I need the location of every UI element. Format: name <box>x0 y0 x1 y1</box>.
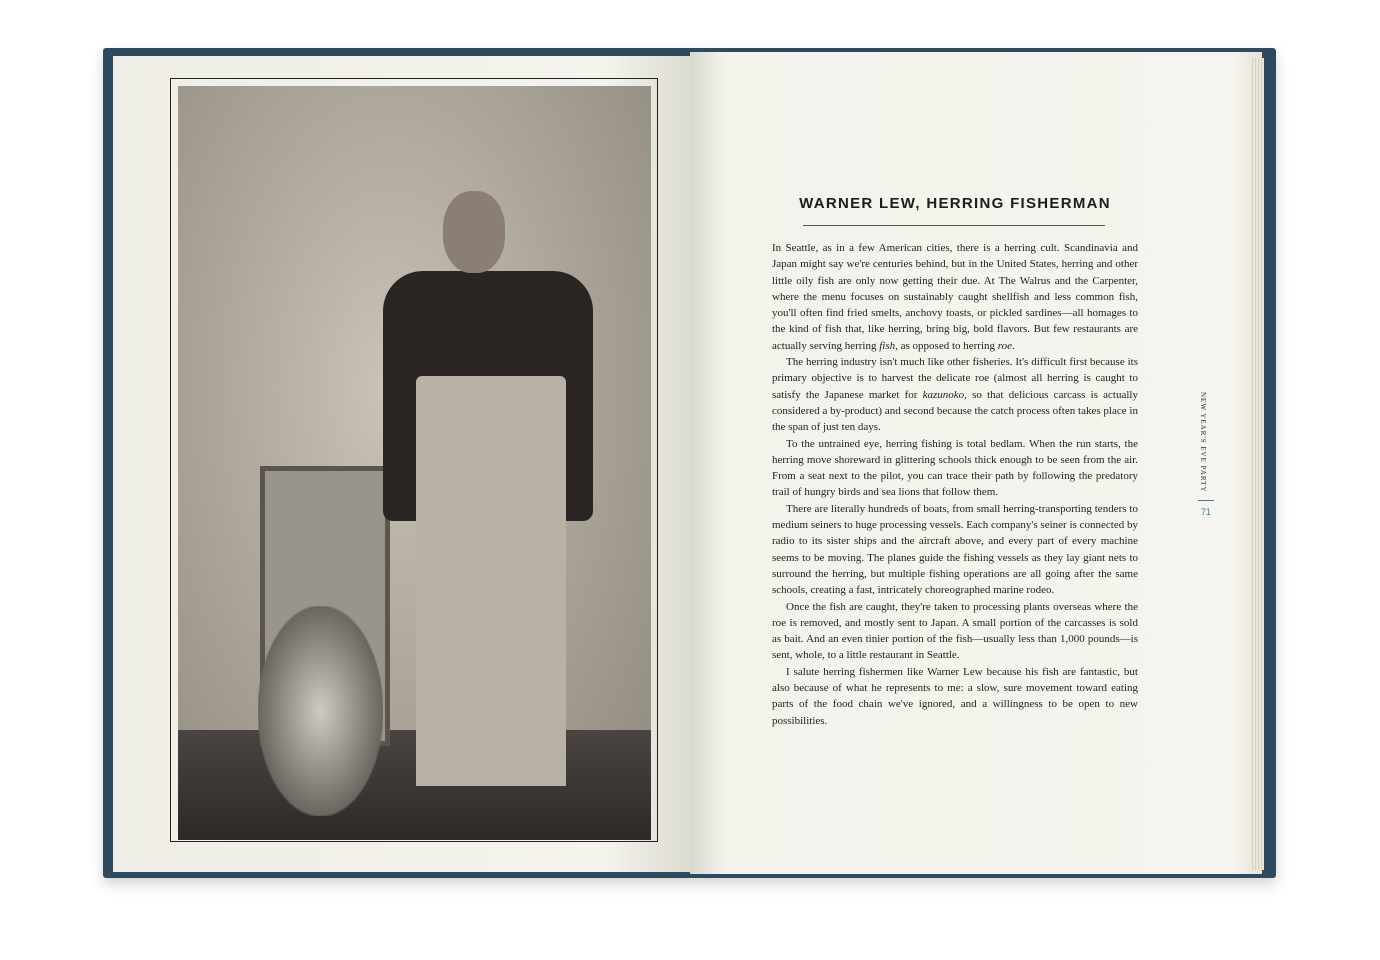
running-head: NEW YEAR'S EVE PARTY <box>1199 392 1207 493</box>
text-segment: To the untrained eye, herring fishing is total bedlam. When the run starts, the herring move shoreward in glittering schools thick enough to be seen from the air. From a seat next to the pilot, you can trace their path by following the predatory trail of hungry birds and sea lions that follow them. <box>772 437 1138 499</box>
paragraph <box>772 436 1138 501</box>
text-segment: , as opposed to herring <box>895 339 998 352</box>
chapter-title: WARNER LEW, HERRING FISHERMAN <box>799 195 1111 212</box>
text-segment: The herring industry isn't much like other fisheries. It's difficult first because its primary objective is to harvest the delicate roe (almost all herring is caught to satisfy the Japanese market for <box>772 356 1138 401</box>
text-segment: In Seattle, as in a few American cities, there is a herring cult. Scandinavia and Japan might say we're centuries behind, but in the United States, herring and other little oily fish are only now getting their due. At The Walrus and the Carpenter, where the menu focuses on sustainably caught shellfish and less common fish, you'll often find fried smelts, anchovy toasts, or pickled sardines—all homages to the kind of fish that, like herring, bring big, bold flavors. But few restaurants are actually serving herring <box>772 242 1138 352</box>
fisherman-photo <box>178 86 651 840</box>
paragraph <box>772 501 1138 599</box>
text-segment: Once the fish are caught, they're taken to processing plants overseas where the roe is removed, and mostly sent to Japan. A small portion of the carcasses is sold as bait. And an even tinier portion of the fish—usually less than 1,000 pounds—is sent, whole, to a little restaurant in Seattle. <box>772 600 1138 662</box>
page-edges <box>1250 58 1264 870</box>
text-segment: There are literally hundreds of boats, from small herring-transporting tenders to medium seiners to huge processing vessels. Each company's seiner is connected by radio to its sister ships and the aircraft above, and every part of every machine seems to be moving. The planes guide the fishing vessels as they lay giant nets to surround the herring, but multiple fishing operations are all going after the same schools, creating a fast, intricately choreographed marine rodeo. <box>772 502 1138 597</box>
text-segment: . <box>1012 339 1015 352</box>
text-segment: , so that delicious carcass is actually considered a by-product) and second because the catch process often takes place in the span of just ten days. <box>772 388 1138 434</box>
photo-fish-pile <box>258 606 383 816</box>
italic-text: kazunoko <box>922 388 965 401</box>
italic-text: fish <box>879 339 896 352</box>
italic-text: roe <box>997 339 1013 352</box>
photo-person-head <box>443 191 505 273</box>
page-number: 71 <box>1200 507 1211 517</box>
page-number-rule <box>1198 500 1214 501</box>
paragraph <box>772 664 1138 729</box>
photo-person-overalls <box>416 376 566 786</box>
title-rule <box>803 225 1105 226</box>
paragraph <box>772 599 1138 664</box>
text-segment: I salute herring fishermen like Warner Lew because his fish are fantastic, but also because of what he represents to me: a slow, sure movement toward eating parts of the food chain we've ignored, and a willingness to be open to new possibilities. <box>772 665 1138 727</box>
body-text <box>772 240 1138 729</box>
photo-floor <box>178 730 651 840</box>
paragraph <box>772 240 1138 354</box>
paragraph <box>772 354 1138 435</box>
